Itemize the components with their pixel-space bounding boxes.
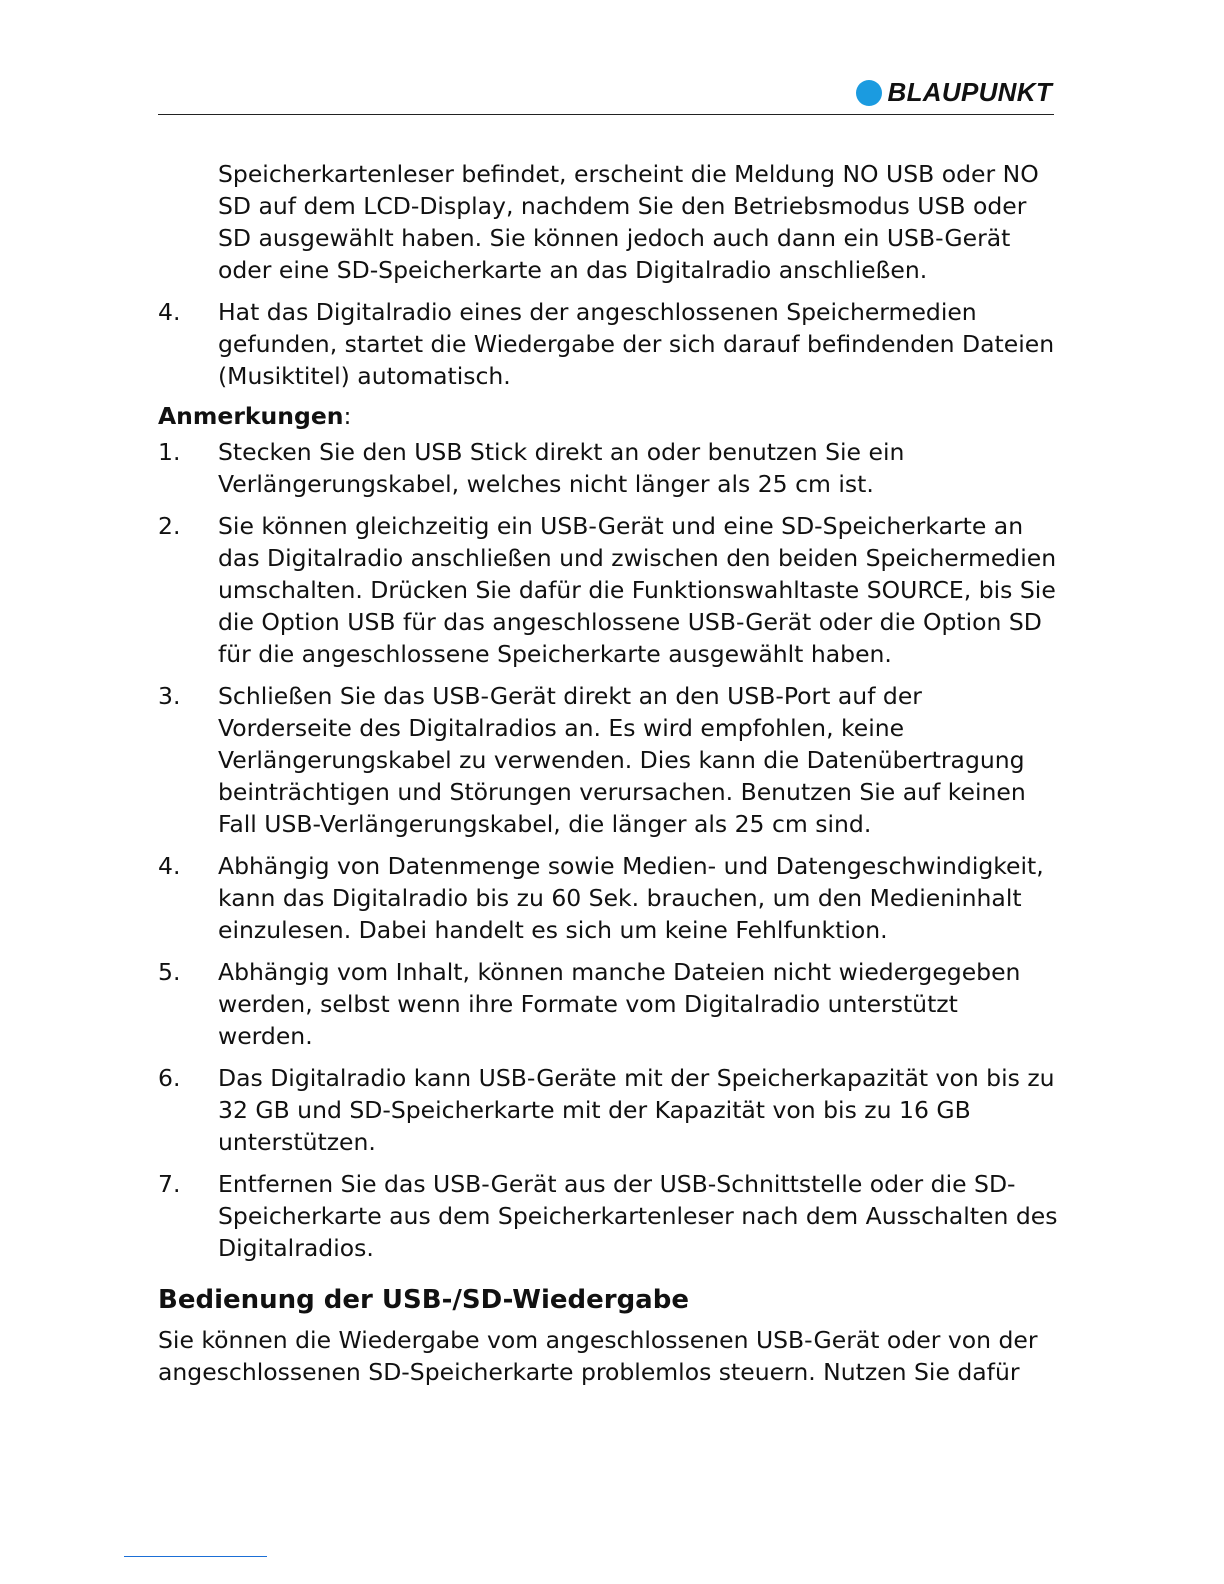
- document-body: [158, 158, 1058, 1388]
- list-number: 7.: [158, 1170, 181, 1198]
- list-text: Sie können gleichzeitig ein USB-Gerät und eine SD-Speicherkarte an das Digitalradio anschließen und zwischen den beiden Speichermedien umschalten. Drücken Sie dafür die Funktionswahltaste SOURCE, bis Sie die Option USB für das angeschlossene USB-Gerät oder die Option SD für die angeschlossene Speicherkarte ausgewählt haben.: [218, 512, 1057, 668]
- brand-logo: [856, 77, 1052, 108]
- list-number: 4.: [158, 852, 181, 880]
- list-text: Schließen Sie das USB-Gerät direkt an den USB-Port auf der Vorderseite des Digitalradios an. Es wird empfohlen, keine Verlängerungskabel zu verwenden. Dies kann die Datenübertragung beinträchtigen und Störungen verursachen. Benutzen Sie auf keinen Fall USB-Verlängerungskabel, die länger als 25 cm sind.: [218, 682, 1026, 838]
- footer-rule: [124, 1556, 267, 1557]
- brand-name: BLAUPUNKT: [887, 77, 1052, 107]
- list-text: Stecken Sie den USB Stick direkt an oder benutzen Sie ein Verlängerungskabel, welches nicht länger als 25 cm ist.: [218, 438, 905, 498]
- list-item: [158, 296, 1058, 392]
- list-item: [158, 956, 1058, 1052]
- list-text: Hat das Digitalradio eines der angeschlossenen Speichermedien gefunden, startet die Wiedergabe der sich darauf befindenden Dateien (Musiktitel) automatisch.: [218, 298, 1055, 390]
- list-number: 3.: [158, 682, 181, 710]
- list-number: 4.: [158, 298, 181, 326]
- list-item: [158, 436, 1058, 500]
- brand-dot-icon: [856, 80, 882, 106]
- notes-heading: [158, 400, 1058, 432]
- list-text: Das Digitalradio kann USB-Geräte mit der Speicherkapazität von bis zu 32 GB und SD-Speicherkarte mit der Kapazität von bis zu 16 GB unterstützen.: [218, 1064, 1055, 1156]
- list-number: 5.: [158, 958, 181, 986]
- notes-heading-colon: :: [343, 402, 352, 430]
- list-number: 6.: [158, 1064, 181, 1092]
- list-number: 1.: [158, 438, 181, 466]
- list-item: [158, 1168, 1058, 1264]
- list-text: Entfernen Sie das USB-Gerät aus der USB-Schnittstelle oder die SD-Speicherkarte aus dem Speicherkartenleser nach dem Ausschalten des Digitalradios.: [218, 1170, 1058, 1262]
- list-item: [158, 1062, 1058, 1158]
- list-item: [158, 680, 1058, 840]
- notes-heading-label: Anmerkungen: [158, 402, 344, 430]
- list-text: Abhängig vom Inhalt, können manche Dateien nicht wiedergegeben werden, selbst wenn ihre Formate vom Digitalradio unterstützt werden.: [218, 958, 1021, 1050]
- list-item: [158, 510, 1058, 670]
- list-text: Abhängig von Datenmenge sowie Medien- und Datengeschwindigkeit, kann das Digitalradio bis zu 60 Sek. brauchen, um den Medieninhalt einzulesen. Dabei handelt es sich um keine Fehlfunktion.: [218, 852, 1044, 944]
- list-number: 2.: [158, 512, 181, 540]
- page-header: [158, 72, 1054, 115]
- intro-continuation: Speicherkartenleser befindet, erscheint die Meldung NO USB oder NO SD auf dem LCD-Display, nachdem Sie den Betriebsmodus USB oder SD ausgewählt haben. Sie können jedoch auch dann ein USB-Gerät oder eine SD-Speicherkarte an das Digitalradio anschließen.: [218, 160, 1039, 284]
- section-title: Bedienung der USB-/SD-Wiedergabe: [158, 1285, 689, 1315]
- section-paragraph: Sie können die Wiedergabe vom angeschlossenen USB-Gerät oder von der angeschlossenen SD-Speicherkarte problemlos steuern. Nutzen Sie dafür: [158, 1326, 1038, 1386]
- list-item: [158, 850, 1058, 946]
